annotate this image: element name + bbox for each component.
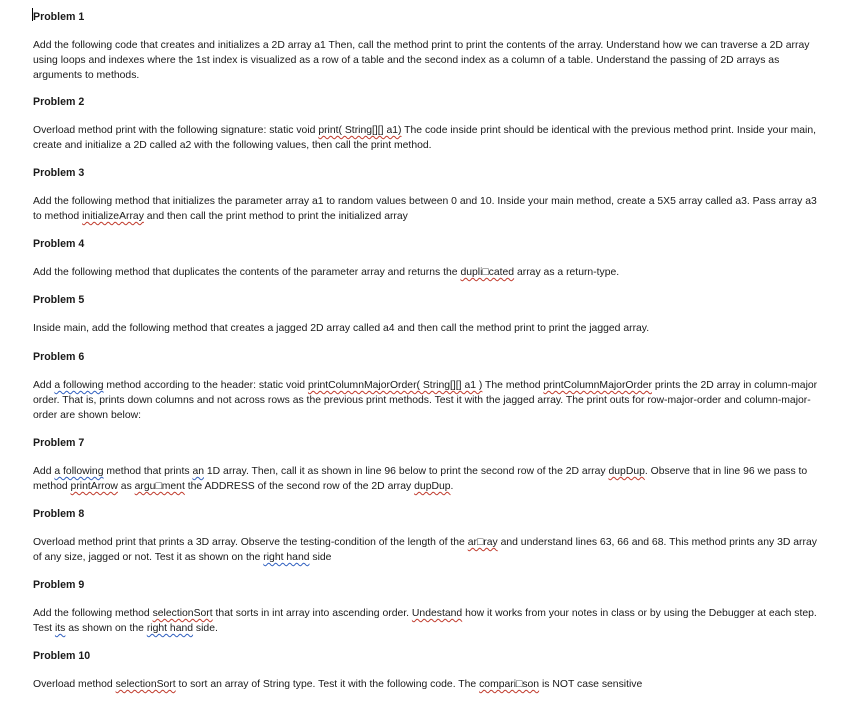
- text-run: Add the following method that duplicates the contents of the parameter array and returns the: [33, 267, 461, 278]
- text-run: method according to the header: static void: [103, 380, 308, 391]
- text-run: .: [450, 481, 454, 493]
- problem-text: [33, 535, 823, 565]
- text-run: Add the following method that initializes the parameter array a1 to random values between 0 and 10. Inside your main method, create a 5X5 array called a3. Pass array a3 to method: [33, 196, 817, 223]
- problem-2: [33, 95, 823, 152]
- problem-heading: Problem 4: [33, 238, 85, 250]
- grammar-flag[interactable]: its: [54, 623, 66, 635]
- text-run: Overload method: [33, 679, 116, 690]
- spellcheck-word[interactable]: compari□son: [479, 679, 540, 690]
- problem-4: [33, 237, 823, 278]
- text-run: and then call the print method to print the initialized array: [143, 211, 408, 223]
- problem-text: [33, 677, 823, 692]
- text-run: Add the following method: [33, 608, 153, 619]
- text-run: array as a return-type.: [514, 267, 620, 278]
- text-run: is NOT case sensitive: [539, 679, 643, 690]
- text-run: Overload method print that prints a 3D array. Observe the testing-condition of the length of the: [33, 537, 468, 548]
- problem-text: Inside main, add the following method that creates a jagged 2D array called a4 and then call the method print to print the jagged array.: [33, 323, 650, 334]
- problem-heading: Problem 9: [33, 579, 85, 591]
- text-run: to sort an array of String type. Test it with the following code. The: [175, 679, 480, 690]
- problem-heading: Problem 6: [33, 351, 85, 363]
- problem-heading: Problem 7: [33, 437, 85, 449]
- spellcheck-word[interactable]: printColumnMajorOrder( String[][] a1 ): [307, 380, 483, 391]
- problem-5: [33, 293, 823, 334]
- text-run: prints the 2D array in column-major order. That is, prints down columns and not across rows as the previous print methods. Test it with the jagged array. The print outs for row-major-order and column-major-order are shown below:: [33, 380, 818, 422]
- text-run: The method: [482, 380, 544, 391]
- text-run: and understand lines 63, 66 and 68. This method prints any 3D array of any size, jagged or not. Test it as shown on the: [33, 537, 817, 564]
- grammar-flag[interactable]: a following: [54, 380, 104, 391]
- problem-text: Add the following code that creates and initializes a 2D array a1 Then, call the method print to print the contents of the array. Understand how we can traverse a 2D array using loops and indexes where the 1st index is visualized as a row of a table and the second index as a column of a table. Understand the passing of 2D arrays as arguments to methods.: [33, 40, 810, 82]
- text-run: . Observe that in line 96 we pass to method: [33, 466, 808, 493]
- problem-heading: Problem 10: [33, 650, 91, 662]
- text-run: as: [117, 481, 135, 493]
- text-run: how it works from your notes in class or by using the Debugger at each step. Test: [33, 608, 817, 635]
- text-run: The code inside print should be identical with the previous method print. Inside your main, create and initialize a 2D called a2 with the following values, then call the print method.: [33, 125, 816, 152]
- grammar-flag[interactable]: a following: [54, 466, 104, 477]
- problem-10: [33, 649, 823, 690]
- spellcheck-word[interactable]: ar□ray: [467, 537, 498, 548]
- spellcheck-word[interactable]: selectionSort: [115, 679, 176, 690]
- problem-text: [33, 464, 823, 494]
- text-run: as shown on the: [65, 623, 147, 635]
- problem-7: [33, 436, 823, 493]
- problem-text: [33, 606, 823, 636]
- text-run: the ADDRESS of the second row of the 2D array: [184, 481, 415, 493]
- spellcheck-word[interactable]: printColumnMajorOrder: [543, 380, 652, 391]
- spellcheck-word[interactable]: dupli□cated: [460, 267, 515, 278]
- problem-heading: Problem 5: [33, 294, 85, 306]
- text-run: Add: [33, 466, 55, 477]
- problem-text: [33, 378, 823, 424]
- spellcheck-word[interactable]: dupDup: [608, 466, 645, 477]
- problem-1: [33, 10, 823, 82]
- problem-text: [33, 194, 823, 224]
- spellcheck-word[interactable]: initializeArray: [82, 211, 144, 223]
- problem-heading: Problem 3: [33, 167, 85, 179]
- problem-9: [33, 578, 823, 635]
- text-run: 1D array. Then, call it as shown in line 96 below to print the second row of the 2D array: [204, 466, 609, 477]
- problem-6: [33, 350, 823, 422]
- spellcheck-word[interactable]: printArrow: [70, 481, 118, 493]
- text-run: Add: [33, 380, 55, 391]
- problem-heading: Problem 8: [33, 508, 85, 520]
- text-run: method that prints: [103, 466, 193, 477]
- problem-text: [33, 123, 823, 153]
- spellcheck-word[interactable]: Undestand: [411, 608, 463, 619]
- grammar-flag[interactable]: an: [192, 466, 204, 477]
- problem-3: [33, 166, 823, 223]
- text-run: side: [309, 552, 332, 564]
- problem-8: [33, 507, 823, 564]
- spellcheck-word[interactable]: selectionSort: [152, 608, 213, 619]
- text-run: side.: [193, 623, 218, 635]
- problem-heading: Problem 2: [33, 96, 85, 108]
- grammar-flag[interactable]: right hand: [146, 623, 194, 635]
- problem-heading: Problem 1: [33, 11, 85, 23]
- spellcheck-word[interactable]: print( String[][] a1): [318, 125, 402, 136]
- grammar-flag[interactable]: right hand: [263, 552, 310, 564]
- text-run: that sorts in int array into ascending order.: [212, 608, 412, 619]
- spellcheck-word[interactable]: dupDup: [414, 481, 451, 493]
- problem-text: [33, 265, 823, 280]
- spellcheck-word[interactable]: argu□ment: [134, 481, 185, 493]
- text-run: Overload method print with the following signature: static void: [33, 125, 319, 136]
